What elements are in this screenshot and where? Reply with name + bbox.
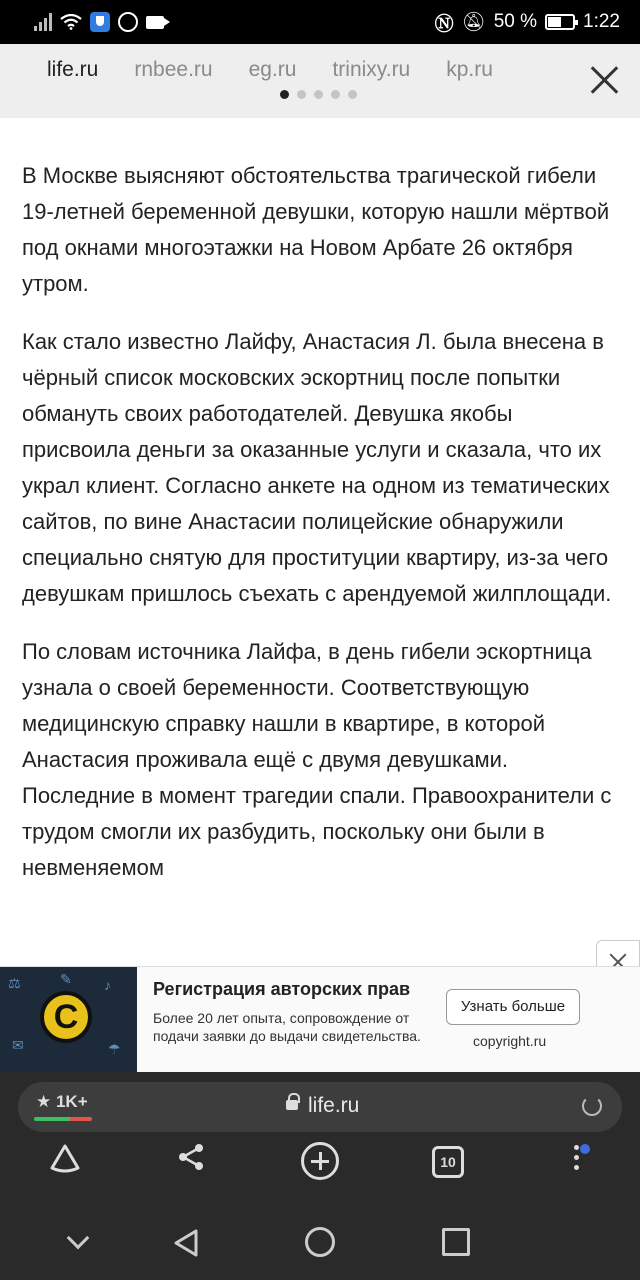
tab-trinixy-ru[interactable]: trinixy.ru (332, 58, 411, 81)
ad-title[interactable]: Регистрация авторских прав (153, 979, 411, 999)
status-bar (0, 0, 640, 44)
page-indicator (280, 90, 357, 99)
browser-toolbar (0, 1072, 640, 1212)
browser-nav (0, 1142, 640, 1202)
page-dot (348, 90, 357, 99)
page-dot-active (280, 90, 289, 99)
video-icon (146, 16, 164, 29)
article-body (22, 158, 622, 964)
notification-dot (580, 1144, 590, 1154)
whatsapp-icon (118, 12, 138, 32)
nfc-icon: Ⓝ (434, 13, 454, 35)
source-tabs (47, 58, 493, 82)
lock-icon (286, 1100, 298, 1110)
back-icon[interactable] (172, 1228, 200, 1258)
ad-description: Более 20 лет опыта, сопровождение от подачи заявки до выдачи свидетельства. (153, 1010, 421, 1044)
ad-image[interactable]: ⚖ ♪ ✉ ☂ ✎ C (0, 967, 137, 1073)
close-icon[interactable] (588, 64, 620, 96)
battery-percent: 50 % (493, 11, 538, 32)
tab-life-ru[interactable]: life.ru (47, 58, 99, 81)
page-dot (297, 90, 306, 99)
tab-rnbee-ru[interactable]: rnbee.ru (134, 58, 213, 81)
ad-domain: copyright.ru (473, 1033, 547, 1049)
site-rating[interactable]: ★ 1K+ (36, 1092, 88, 1111)
copyright-c-icon: C (40, 991, 92, 1043)
chevron-down-icon[interactable] (67, 1227, 90, 1250)
home-icon[interactable] (305, 1227, 335, 1257)
article-paragraph: По словам источника Лайфа, в день гибели эскортница узнала о своей беременности. Соответствующую медицинскую справку нашли в квартире, в которой Анастасия проживала ещё с двумя девушками. Последние в момент трагедии спали. Правоохранители с трудом смогли их разбудить, поскольку они были в невменяемом (22, 639, 612, 880)
share-icon[interactable] (176, 1142, 206, 1172)
article-paragraph: В Москве выясняют обстоятельства трагической гибели 19-летней беременной девушки, которую нашли мёртвой под окнами многоэтажки на Новом Арбате 26 октября утром. (22, 163, 610, 296)
url-text[interactable]: life.ru (308, 1094, 360, 1117)
learn-more-button[interactable]: Узнать больше (446, 989, 580, 1025)
new-tab-icon[interactable] (301, 1142, 339, 1180)
mute-bell-icon: 🔕︎ (461, 12, 486, 33)
clock: 1:22 (583, 11, 620, 32)
tab-kp-ru[interactable]: kp.ru (446, 58, 493, 81)
vpn-shield-icon (90, 12, 110, 32)
article-paragraph: Как стало известно Лайфу, Анастасия Л. была внесена в чёрный список московских эскортниц после попытки обмануть своих работодателей. Девушка якобы присвоила деньги за оказанные услуги и сказала, что их украл клиент. Согласно анкете на одном из тематических сайтов, по вине Анастасии полицейские обнаружили специально снятую для проституции квартиру, из-за чего девушкам пришлось съехать с арендуемой жилплощади. (22, 329, 612, 606)
tab-eg-ru[interactable]: eg.ru (248, 58, 297, 81)
tabs-count-button[interactable]: 10 (432, 1146, 464, 1178)
signal-icon (34, 13, 52, 31)
system-navigation (0, 1212, 640, 1280)
page-dot (314, 90, 323, 99)
rating-bar (34, 1117, 92, 1121)
battery-icon (545, 14, 575, 30)
address-bar[interactable] (18, 1082, 622, 1132)
page-dot (331, 90, 340, 99)
reload-icon[interactable] (582, 1096, 602, 1116)
ad-banner[interactable] (0, 966, 640, 1072)
recent-apps-icon[interactable] (442, 1228, 470, 1256)
alice-assistant-icon[interactable] (48, 1142, 82, 1176)
source-tabs-bar (0, 44, 640, 118)
wifi-icon (60, 14, 82, 30)
